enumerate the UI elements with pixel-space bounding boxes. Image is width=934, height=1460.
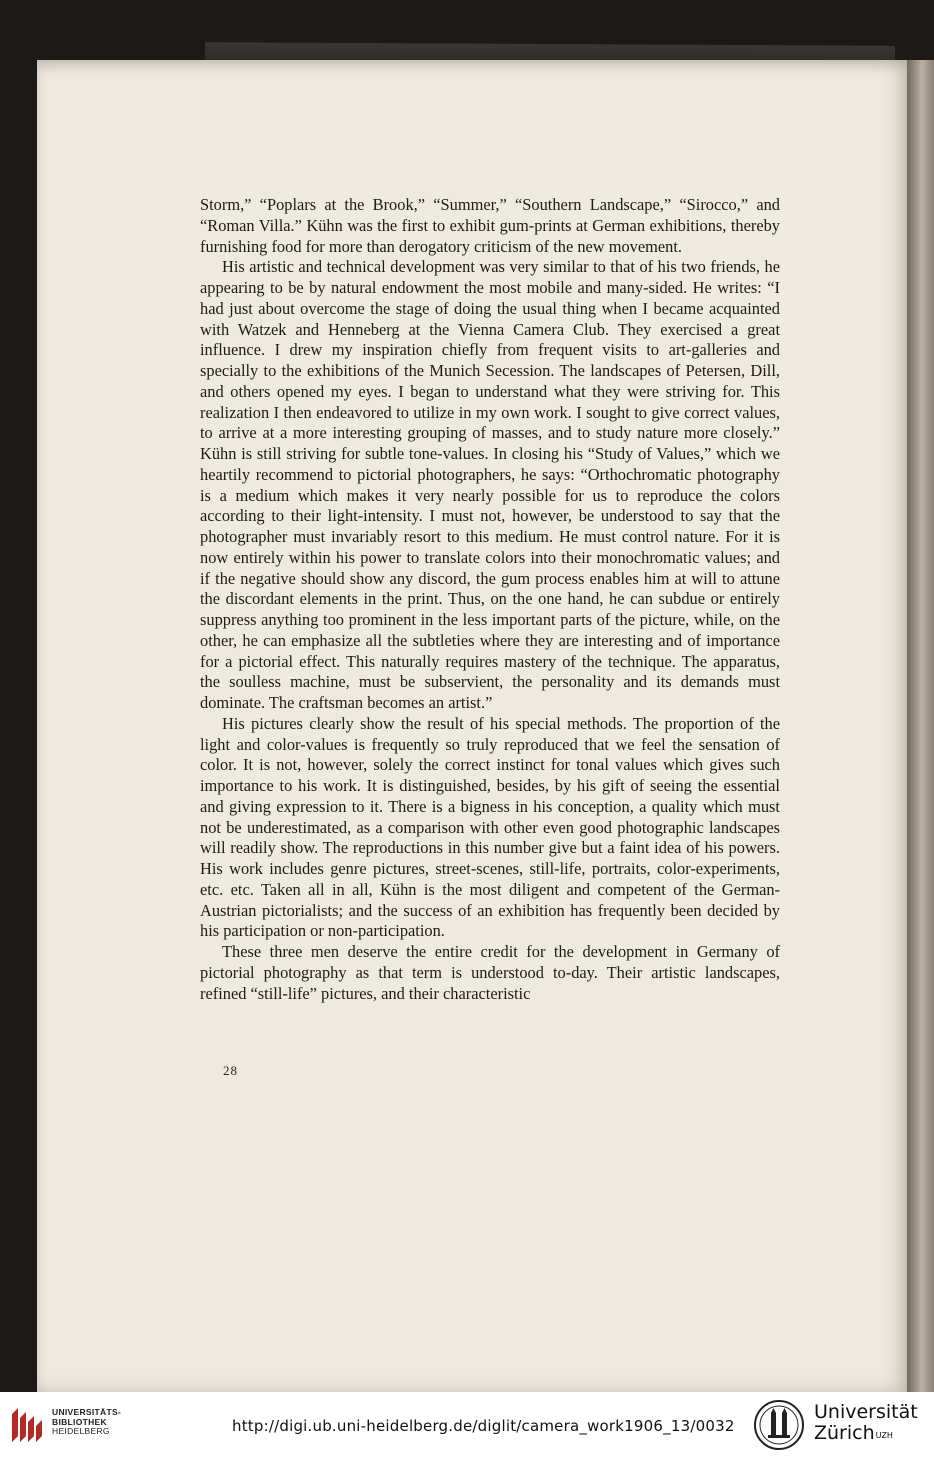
paragraph: These three men deserve the entire credit for the development in Germany of pictorial photography as that term is understood to-day. Their artistic landscapes, refined “still-life” pictures, and their characteristic — [200, 942, 780, 1003]
heidelberg-library-logo-icon — [10, 1404, 44, 1444]
uzh-seal-icon — [753, 1399, 805, 1451]
page-text — [200, 195, 780, 1004]
paragraph: His pictures clearly show the result of his special methods. The proportion of the light and color-values is frequently so truly reproduced that we feel the sensation of color. It is not, however, solely the correct instinct for tonal values which gives such importance to his work. It is distinguished, besides, by his gift of seeing the essential and giving expression to it. There is a bigness in his conception, a quality which must not be underestimated, as a comparison with other even good photographic landscapes will readily show. The reproductions in this number give but a faint idea of his powers. His work includes genre pictures, street-scenes, still-life, portraits, color-experiments, etc. etc. Taken all in all, Kühn is the most diligent and competent of the German-Austrian pictorialists; and the success of an exhibition has frequently been decided by his participation or non-participation. — [200, 713, 780, 941]
source-url-link[interactable]: http://digi.ub.uni-heidelberg.de/diglit/camera_work1906_13/0032 — [232, 1417, 735, 1435]
uzh-wordmark: Universität Zürich$^{UZH}$ — [814, 1401, 918, 1444]
footer-bar — [0, 1392, 934, 1460]
page-number: 28 — [223, 1063, 238, 1078]
heidelberg-library-name: UNIVERSITÄTS- BIBLIOTHEK HEIDELBERG — [52, 1407, 122, 1437]
paragraph: Storm,” “Poplars at the Brook,” “Summer,” “Southern Landscape,” “Sirocco,” and “Roman Villa.” Kühn was the first to exhibit gum-prints at German exhibitions, thereby furnishing food for more than derogatory criticism of the new movement. — [200, 195, 780, 256]
paragraph: His artistic and technical development was very similar to that of his two friends, he appearing to be by natural endowment the most mobile and many-sided. He writes: “I had just about overcome the stage of doing the usual thing when I became acquainted with Watzek and Henneberg at the Vienna Camera Club. They exercised a great influence. I drew my inspiration chiefly from frequent visits to art-galleries and specially to the exhibitions of the Munich Secession. The landscapes of Petersen, Dill, and others opened my eyes. I began to understand what they were striving for. This realization I then endeavored to utilize in my own work. I sought to give correct values, to arrive at a more interesting grouping of masses, and to study nature more closely.” Kühn is still striving for subtle tone-values. In closing his “Study of Values,” which we heartily recommend to pictorial photographers, he says: “Orthochromatic photography is a medium which makes it very nearly possible for us to reproduce the colors according to their light-intensity. I must not, however, be understood to say that the photographer must invariably resort to this medium. He must control nature. For it is now entirely within his power to translate colors into their monochromatic values; and if the negative should show any discord, the gum process enables him at will to attune the discordant elements in the print. Thus, on the one hand, he can subdue or entirely suppress anything too prominent in the less important parts of the picture, while, on the other, he can emphasize all the subtleties where they are interesting and of importance for a pictorial effect. This naturally requires mastery of the technique. The apparatus, the soulless machine, must be subservient, the personality and its demands must dominate. The craftsman becomes an artist.” — [200, 257, 780, 712]
